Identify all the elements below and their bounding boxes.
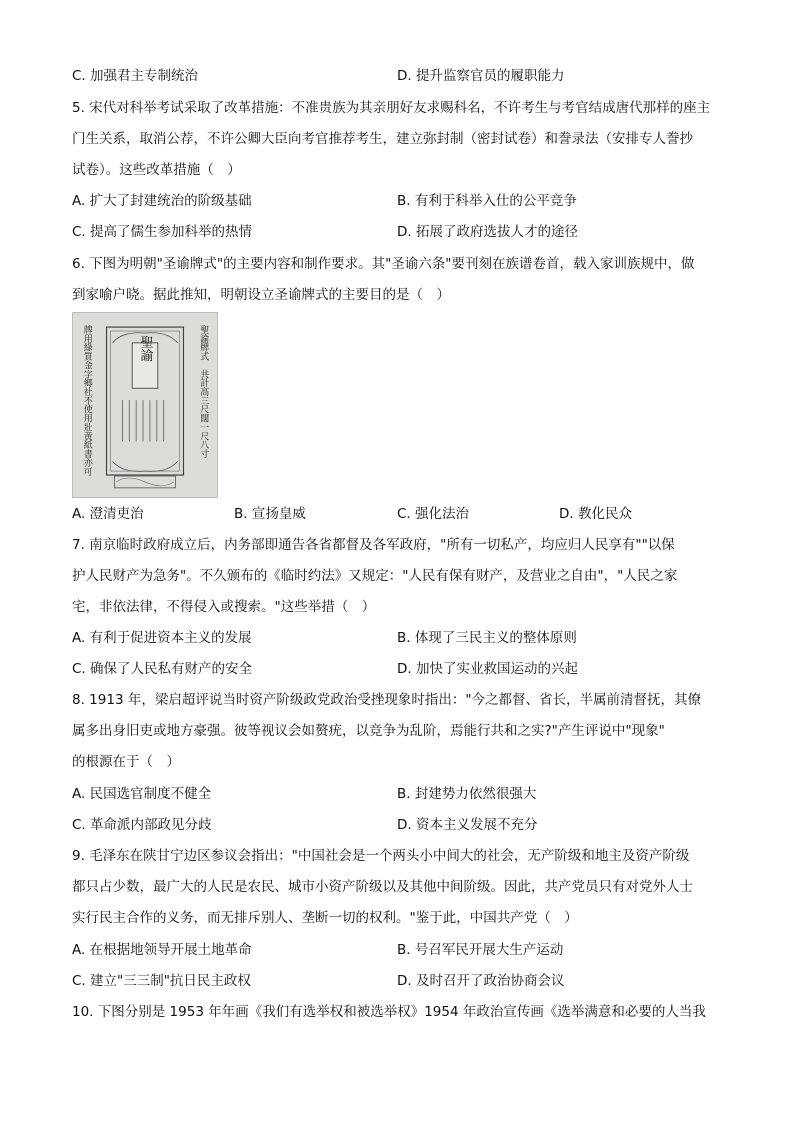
- q7-option-d: D. 加快了实业救国运动的兴起: [397, 661, 578, 677]
- imperial-edict-tablet-image: [72, 312, 218, 498]
- q7-stem-line-2: 护人民财产为急务"。不久颁布的《临时约法》又规定："人民有保有财产，及营业之自由"，"人民之家: [72, 568, 678, 584]
- q8-stem-line-2: 属多出身旧吏或地方豪强。彼等视议会如赘疣，以竞争为乱阶，焉能行共和之实?"产生评说中"现象": [72, 723, 665, 739]
- q5-stem-line-1: 5. 宋代对科举考试采取了改革措施：不准贵族为其亲朋好友求赐科名，不许考生与考官结成唐代那样的座主: [72, 100, 711, 116]
- q7-option-b: B. 体现了三民主义的整体原则: [397, 630, 577, 646]
- q7-option-c: C. 确保了人民私有财产的安全: [72, 661, 253, 677]
- q4-option-d: D. 提升监察官员的履职能力: [397, 68, 565, 84]
- q8-option-a: A. 民国选官制度不健全: [72, 786, 212, 802]
- q7-stem-line-1: 7. 南京临时政府成立后，内务部即通告各省都督及各军政府，"所有一切私产，均应归人民享有""以保: [72, 537, 675, 553]
- q9-stem-line-1: 9. 毛泽东在陕甘宁边区参议会指出："中国社会是一个两头小中间大的社会，无产阶级和地主及资产阶级: [72, 848, 690, 864]
- q5-stem-line-2: 门生关系，取消公荐，不许公卿大臣向考官推荐考生，建立弥封制（密封试卷）和誊录法（安排专人誊抄: [72, 131, 693, 147]
- tablet-right-text: 聖諭牌式 共計高三尺闊一尺八寸: [198, 325, 209, 459]
- imperial-edict-tablet-icon: [73, 313, 217, 497]
- q5-option-a: A. 扩大了封建统治的阶级基础: [72, 193, 252, 209]
- q5-stem-line-3: 试卷）。这些改革措施（ ）: [72, 162, 241, 178]
- q10-stem-line-1: 10. 下图分别是 1953 年年画《我们有选举权和被选举权》1954 年政治宣传画《选举满意和必要的人当我: [72, 1004, 706, 1020]
- q7-stem-line-3: 宅，非依法律，不得侵入或搜索。"这些举措（ ）: [72, 599, 376, 615]
- q9-option-a: A. 在根据地领导开展土地革命: [72, 942, 252, 958]
- q9-option-b: B. 号召军民开展大生产运动: [397, 942, 564, 958]
- q9-stem-line-3: 实行民主合作的义务，而无排斥别人、垄断一切的权利。"鉴于此，中国共产党（ ）: [72, 910, 578, 926]
- q9-option-c: C. 建立"三三制"抗日民主政权: [72, 973, 251, 989]
- tablet-center-title: 聖諭: [137, 335, 153, 362]
- q8-option-c: C. 革命派内部政见分歧: [72, 817, 212, 833]
- tablet-left-text: 牌用綠質金字鄉社不使用壯黄紙書亦可: [81, 325, 92, 476]
- q6-stem-line-1: 6. 下图为明朝"圣谕牌式"的主要内容和制作要求。其"圣谕六条"要刊刻在族谱卷首，载入家训族规中，做: [72, 256, 695, 272]
- q6-option-d: D. 教化民众: [559, 506, 632, 522]
- q5-option-d: D. 拓展了政府选拔人才的途径: [397, 224, 578, 240]
- q7-option-a: A. 有利于促进资本主义的发展: [72, 630, 252, 646]
- q9-stem-line-2: 都只占少数，最广大的人民是农民、城市小资产阶级以及其他中间阶级。因此，共产党员只有对党外人士: [72, 879, 693, 895]
- q8-option-d: D. 资本主义发展不充分: [397, 817, 538, 833]
- q8-stem-line-3: 的根源在于（ ）: [72, 754, 180, 770]
- q4-option-c: C. 加强君主专制统治: [72, 68, 199, 84]
- q5-option-b: B. 有利于科举入仕的公平竞争: [397, 193, 577, 209]
- q6-option-a: A. 澄清吏治: [72, 506, 144, 522]
- q9-option-d: D. 及时召开了政治协商会议: [397, 973, 565, 989]
- q5-option-c: C. 提高了儒生参加科举的热情: [72, 224, 253, 240]
- q6-option-b: B. 宣扬皇威: [234, 506, 306, 522]
- q8-stem-line-1: 8. 1913 年，梁启超评说当时资产阶级政党政治受挫现象时指出："今之都督、省长，半属前清督抚，其僚: [72, 692, 702, 708]
- q6-option-c: C. 强化法治: [397, 506, 470, 522]
- q8-option-b: B. 封建势力依然很强大: [397, 786, 537, 802]
- q6-stem-line-2: 到家喻户晓。据此推知，明朝设立圣谕牌式的主要目的是（ ）: [72, 287, 450, 303]
